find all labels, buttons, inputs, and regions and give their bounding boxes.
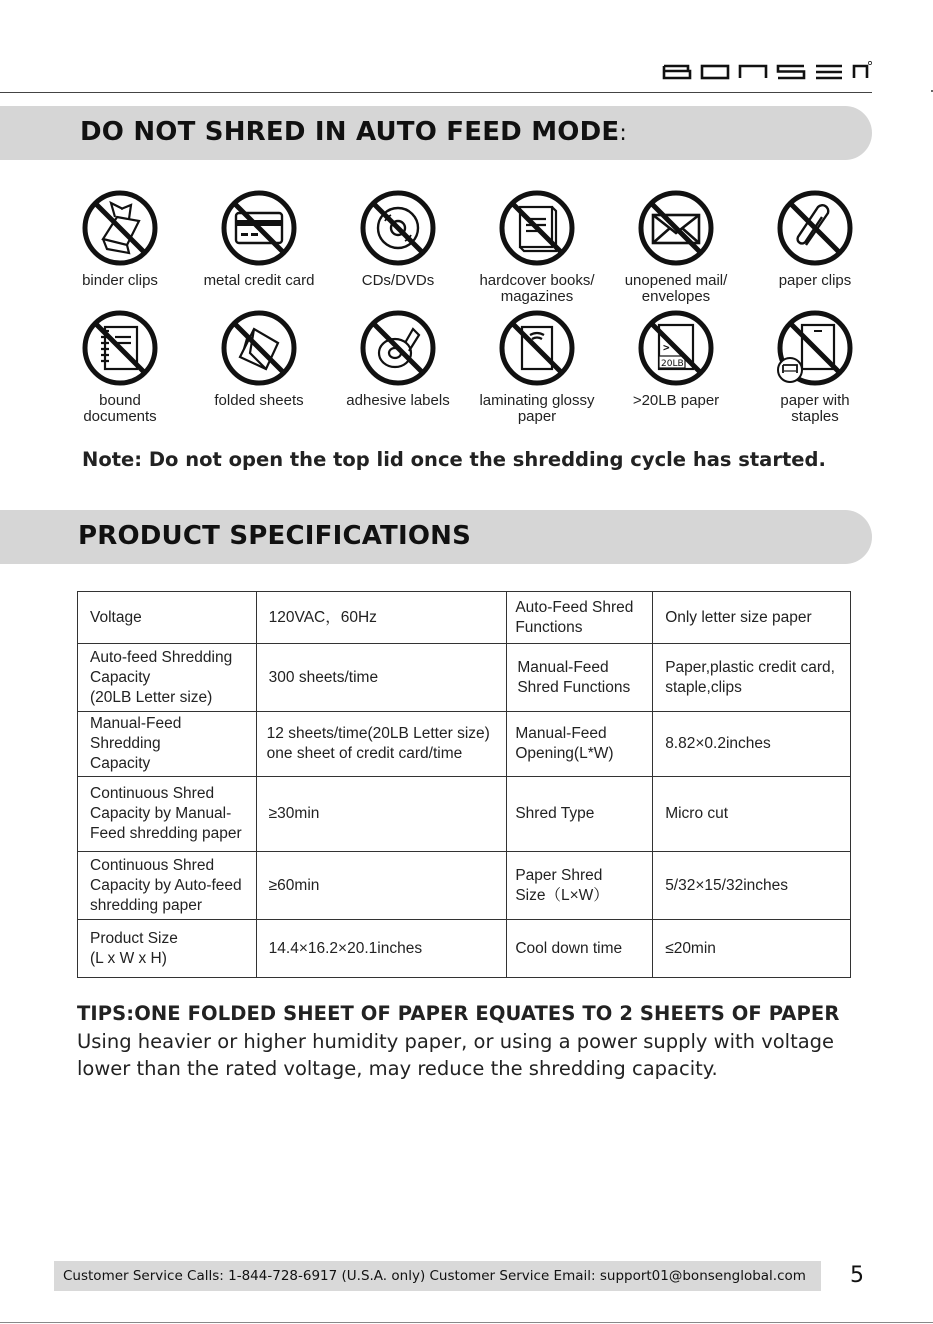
item-hardcover-books bbox=[467, 189, 607, 305]
binder-clip-icon bbox=[81, 189, 159, 267]
table-row bbox=[78, 712, 851, 777]
paper-clip-icon bbox=[776, 189, 854, 267]
item-binder-clips bbox=[50, 189, 190, 289]
tips-body: Using heavier or higher humidity paper, or using a power supply with voltage lower than the rated voltage, may reduce the shredding capacity. bbox=[77, 1030, 835, 1080]
spec-label: Paper Shred Size（L×W） bbox=[507, 852, 653, 920]
table-row bbox=[78, 777, 851, 852]
stapled-paper-icon bbox=[776, 309, 854, 387]
header-rule bbox=[0, 92, 872, 93]
item-unopened-mail bbox=[606, 189, 746, 305]
table-row bbox=[78, 592, 851, 644]
spec-value: Only letter size paper bbox=[653, 592, 851, 644]
disc-icon bbox=[359, 189, 437, 267]
spec-label: Manual-Feed Shredding Capacity bbox=[78, 712, 257, 777]
spec-label: Manual-Feed Shred Functions bbox=[507, 644, 653, 712]
spec-label: Shred Type bbox=[507, 777, 653, 852]
spec-label: Product Size (L x W x H) bbox=[78, 920, 257, 978]
spec-label: Auto-feed Shredding Capacity (20LB Letter size) bbox=[78, 644, 257, 712]
spec-table bbox=[77, 591, 851, 978]
brand-logo bbox=[660, 56, 872, 86]
section-title-no-shred: DO NOT SHRED IN AUTO FEED MODE: bbox=[80, 117, 627, 147]
item-paper-clips bbox=[745, 189, 885, 289]
item-metal-credit-card bbox=[189, 189, 329, 289]
note-text: Note: Do not open the top lid once the shredding cycle has started. bbox=[82, 448, 826, 471]
spec-value: 300 sheets/time bbox=[256, 644, 507, 712]
table-row bbox=[78, 852, 851, 920]
item-label: folded sheets bbox=[214, 392, 304, 409]
item-label: bound documents bbox=[83, 392, 157, 425]
tape-roll-icon bbox=[359, 309, 437, 387]
table-row bbox=[78, 644, 851, 712]
item-folded-sheets bbox=[189, 309, 329, 409]
item-label: paper clips bbox=[778, 272, 852, 289]
spec-value: 5/32×15/32inches bbox=[653, 852, 851, 920]
spec-value: ≤20min bbox=[653, 920, 851, 978]
spec-value: 8.82×0.2inches bbox=[653, 712, 851, 777]
spec-value: ≥30min bbox=[256, 777, 507, 852]
spec-value: 12 sheets/time(20LB Letter size) one sheet of credit card/time bbox=[256, 712, 507, 777]
spec-value: 14.4×16.2×20.1inches bbox=[256, 920, 507, 978]
spec-value: ≥60min bbox=[256, 852, 507, 920]
credit-card-icon bbox=[220, 189, 298, 267]
item-label: adhesive labels bbox=[346, 392, 450, 409]
page-number: 5 bbox=[850, 1263, 864, 1288]
spec-label: Continuous Shred Capacity by Manual- Feed shredding paper bbox=[78, 777, 257, 852]
item-label: binder clips bbox=[82, 272, 158, 289]
footer-contact: Customer Service Calls: 1-844-728-6917 (U.S.A. only) Customer Service Email: support01@bonsenglobal.com bbox=[54, 1261, 821, 1291]
spec-label: Manual-Feed Opening(L*W) bbox=[507, 712, 653, 777]
item-laminating-glossy-paper bbox=[467, 309, 607, 425]
heavier-mark: > bbox=[663, 341, 670, 354]
item-bound-documents bbox=[50, 309, 190, 425]
envelope-icon bbox=[637, 189, 715, 267]
item-label: hardcover books/ magazines bbox=[479, 272, 595, 305]
spec-value: Paper,plastic credit card, staple,clips bbox=[653, 644, 851, 712]
spec-label: Auto-Feed Shred Functions bbox=[507, 592, 653, 644]
item-cds-dvds bbox=[328, 189, 468, 289]
book-icon bbox=[498, 189, 576, 267]
item-heavy-paper bbox=[606, 309, 746, 409]
item-adhesive-labels bbox=[328, 309, 468, 409]
weight-badge: 20LB bbox=[661, 359, 684, 369]
section-title-specs: PRODUCT SPECIFICATIONS bbox=[78, 521, 472, 551]
folded-sheets-icon bbox=[220, 309, 298, 387]
item-label: unopened mail/ envelopes bbox=[624, 272, 728, 305]
spiral-notebook-icon bbox=[81, 309, 159, 387]
table-row bbox=[78, 920, 851, 978]
spec-label: Continuous Shred Capacity by Auto-feed shredding paper bbox=[78, 852, 257, 920]
spec-label: Voltage bbox=[78, 592, 257, 644]
spec-label: Cool down time bbox=[507, 920, 653, 978]
spec-value: Micro cut bbox=[653, 777, 851, 852]
item-label: paper with staples bbox=[780, 392, 850, 425]
glossy-paper-icon bbox=[498, 309, 576, 387]
heavy-paper-icon bbox=[637, 309, 715, 387]
spec-value: 120VAC，60Hz bbox=[256, 592, 507, 644]
tips-title: TIPS:ONE FOLDED SHEET OF PAPER EQUATES TO 2 SHEETS OF PAPER bbox=[77, 1002, 840, 1025]
item-label: metal credit card bbox=[203, 272, 315, 289]
item-label: >20LB paper bbox=[632, 392, 720, 409]
item-label: CDs/DVDs bbox=[361, 272, 435, 289]
footer-rule bbox=[0, 1322, 933, 1323]
item-label: laminating glossy paper bbox=[479, 392, 595, 425]
item-paper-with-staples bbox=[745, 309, 885, 425]
